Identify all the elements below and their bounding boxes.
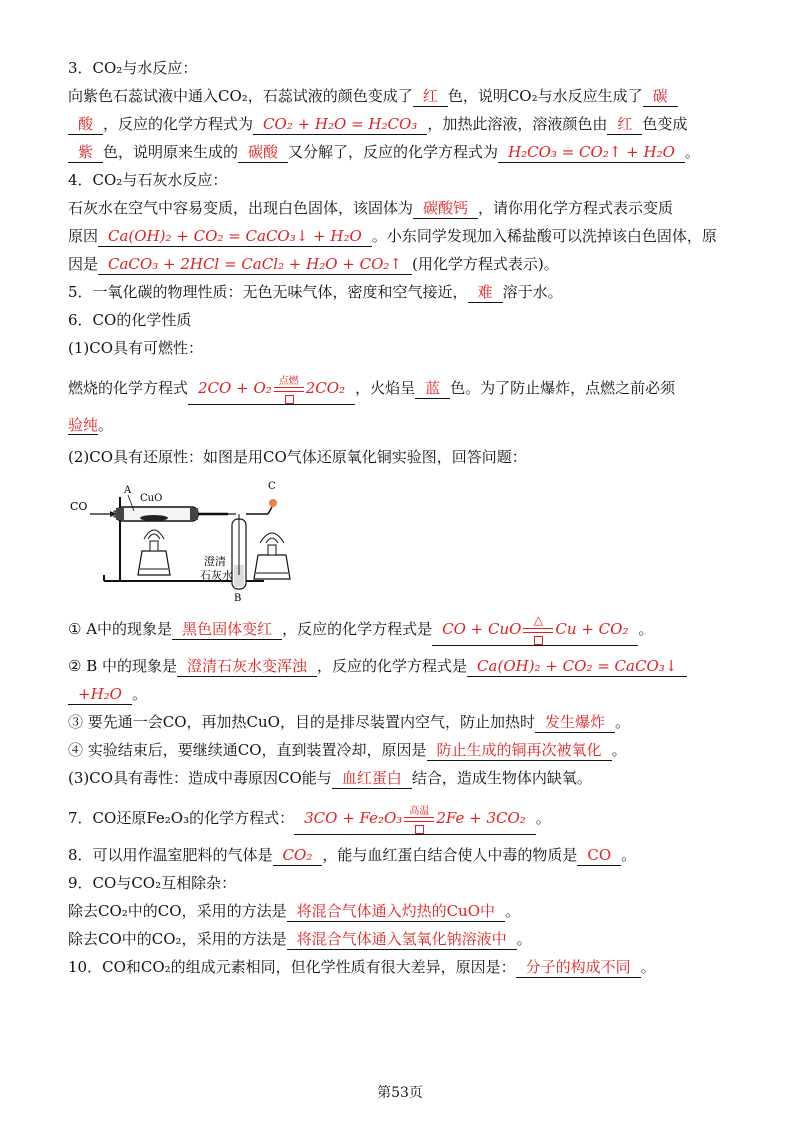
co-reduction-apparatus-diagram bbox=[68, 475, 318, 605]
q10-line: 10．CO和CO₂的组成元素相同，但化学性质有很大差异，原因是： 分子的构成不同 。 bbox=[68, 958, 656, 976]
q3-line2: 酸 ，反应的化学方程式为 CO₂ + H₂O = H₂CO₃ ，加热此溶液，溶液颜色由 红 色变成 bbox=[68, 112, 740, 136]
q6-sub2: (2)CO具有还原性：如图是用CO气体还原氧化铜实验图，回答问题： bbox=[68, 448, 527, 466]
q8-line: 8．可以用作温室肥料的气体是 CO₂ ，能与血红蛋白结合使人中毒的物质是 CO 。 bbox=[68, 846, 637, 864]
q7-line: 7．CO还原Fe₂O₃的化学方程式： 3CO + Fe₂O₃ 高温 2Fe + 3CO₂ 。 bbox=[68, 804, 740, 835]
answer-blank: 红 bbox=[413, 86, 448, 107]
answer-blank: 红 bbox=[607, 114, 642, 135]
q9-line2: 除去CO中的CO₂，采用的方法是 将混合气体通入氢氧化钠溶液中 。 bbox=[68, 930, 532, 948]
svg-text:A: A bbox=[124, 485, 132, 496]
page-number: 第53页 bbox=[377, 1085, 423, 1101]
apparatus-illustration bbox=[68, 475, 318, 605]
answer-text: 验纯 bbox=[68, 416, 99, 434]
answer-blank: 分子的构成不同 bbox=[516, 957, 641, 978]
q4-line2: 原因 Ca(OH)₂ + CO₂ = CaCO₃↓ + H₂O 。小东同学发现加入稀盐酸可以洗掉该白色固体，原 bbox=[68, 227, 717, 245]
answer-blank: 碳酸钙 bbox=[413, 198, 478, 219]
worksheet-page bbox=[68, 56, 740, 979]
q6-burn-line2: 验纯。 bbox=[68, 416, 114, 434]
q6-sub1: (1)CO具有可燃性： bbox=[68, 339, 204, 357]
q6-title: 6．CO的化学性质 bbox=[68, 311, 192, 329]
answer-blank: 蓝 bbox=[415, 378, 450, 399]
answer-blank: CO bbox=[577, 845, 621, 866]
svg-text:C: C bbox=[268, 481, 276, 492]
answer-blank: 紫 bbox=[68, 142, 103, 163]
answer-blank: 难 bbox=[468, 282, 503, 303]
svg-text:CuO: CuO bbox=[140, 493, 163, 504]
reaction-condition: 点燃 bbox=[272, 374, 306, 404]
answer-blank: 澄清石灰水变浑浊 bbox=[177, 656, 317, 677]
q6-item1: ① A中的现象是 黑色固体变红 ，反应的化学方程式是 CO + CuO △ Cu + CO₂ 。 bbox=[68, 615, 740, 646]
q6-item2-cont: +H₂O 。 bbox=[68, 682, 740, 706]
reaction-condition: 高温 bbox=[402, 804, 436, 834]
svg-text:CO: CO bbox=[70, 500, 88, 513]
equation-blank: CO + CuO △ Cu + CO₂ bbox=[432, 615, 638, 646]
answer-blank: 发生爆炸 bbox=[535, 712, 615, 733]
svg-text:澄清: 澄清 bbox=[204, 555, 226, 568]
svg-text:石灰水: 石灰水 bbox=[200, 569, 233, 582]
q4-title: 4．CO₂与石灰水反应： bbox=[68, 171, 228, 189]
equation-blank: H₂CO₃ = CO₂↑ + H₂O bbox=[498, 142, 685, 163]
answer-blank: 血红蛋白 bbox=[332, 768, 412, 789]
q6-item2: ② B 中的现象是 澄清石灰水变浑浊 ，反应的化学方程式是 Ca(OH)₂ + CO₂ = CaCO₃↓ bbox=[68, 654, 740, 678]
q3-line1: 向紫色石蕊试液中通入CO₂，石蕊试液的颜色变成了 红 色，说明CO₂与水反应生成了 碳 bbox=[68, 84, 740, 108]
q6-item3: ③ 要先通一会CO，再加热CuO，目的是排尽装置内空气，防止加热时 发生爆炸 。 bbox=[68, 713, 631, 731]
q9-line1: 除去CO₂中的CO，采用的方法是 将混合气体通入灼热的CuO中 。 bbox=[68, 902, 521, 920]
q6-burn-line: 燃烧的化学方程式 2CO + O₂ 点燃 2CO₂ ，火焰呈 蓝 色。为了防止爆炸，点燃之前必须 bbox=[68, 374, 740, 405]
q6-item4: ④ 实验结束后，要继续通CO，直到装置冷却，原因是 防止生成的铜再次被氧化 。 bbox=[68, 741, 627, 759]
answer-blank: CO₂ bbox=[273, 845, 323, 866]
answer-blank: 碳 bbox=[643, 86, 678, 107]
equation-blank: Ca(OH)₂ + CO₂ = CaCO₃↓ + H₂O bbox=[98, 226, 372, 247]
q4-line3: 因是 CaCO₃ + 2HCl = CaCl₂ + H₂O + CO₂↑ (用化学方程式表示)。 bbox=[68, 255, 559, 273]
q4-line1: 石灰水在空气中容易变质，出现白色固体，该固体为 碳酸钙 ，请你用化学方程式表示变质 bbox=[68, 199, 674, 217]
q9-title: 9．CO与CO₂互相除杂： bbox=[68, 874, 237, 892]
q3-line3: 紫 色，说明原来生成的 碳酸 又分解了，反应的化学方程式为 H₂CO₃ = CO₂↑ + H₂O 。 bbox=[68, 140, 740, 164]
equation-blank: 3CO + Fe₂O₃ 高温 2Fe + 3CO₂ bbox=[294, 804, 536, 835]
answer-blank: 防止生成的铜再次被氧化 bbox=[427, 740, 612, 761]
equation-blank: +H₂O bbox=[68, 684, 132, 705]
equation-blank: 2CO + O₂ 点燃 2CO₂ bbox=[188, 374, 355, 405]
answer-blank: 黑色固体变红 bbox=[172, 619, 282, 640]
q5-line: 5．一氧化碳的物理性质：无色无味气体，密度和空气接近， 难 溶于水。 bbox=[68, 283, 563, 301]
equation-blank: CaCO₃ + 2HCl = CaCl₂ + H₂O + CO₂↑ bbox=[98, 254, 412, 275]
equation-blank: CO₂ + H₂O = H₂CO₃ bbox=[253, 114, 427, 135]
answer-blank: 将混合气体通入氢氧化钠溶液中 bbox=[287, 929, 517, 950]
q6-sub3: (3)CO具有毒性：造成中毒原因CO能与 血红蛋白 结合，造成生物体内缺氧。 bbox=[68, 769, 592, 787]
answer-blank: 碳酸 bbox=[238, 142, 288, 163]
svg-text:B: B bbox=[234, 593, 242, 604]
answer-blank: 将混合气体通入灼热的CuO中 bbox=[287, 901, 505, 922]
answer-blank: 酸 bbox=[68, 114, 103, 135]
equation-blank: Ca(OH)₂ + CO₂ = CaCO₃↓ bbox=[467, 656, 687, 677]
reaction-condition: △ bbox=[521, 615, 555, 645]
q3-title: 3．CO₂与水反应： bbox=[68, 59, 198, 77]
